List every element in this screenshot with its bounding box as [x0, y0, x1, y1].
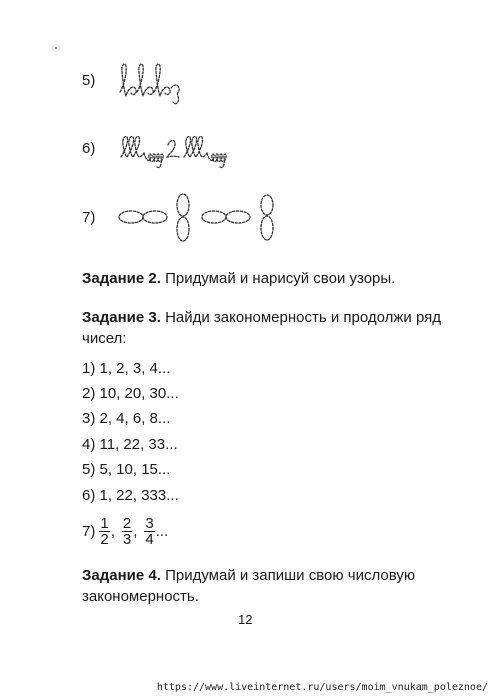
- pattern-5-number: 5): [82, 72, 96, 89]
- fraction-3: $\frac{3}{4}$: [145, 515, 154, 548]
- sequence-2: 2) 10, 20, 30...: [82, 385, 179, 402]
- task-4: [82, 565, 467, 607]
- scan-speck: [55, 47, 57, 49]
- sequence-3: 3) 2, 4, 6, 8...: [82, 410, 171, 427]
- task-3-title: Задание 3.: [82, 309, 161, 326]
- pattern-6-number: 6): [82, 140, 96, 157]
- sequence-5: 5) 5, 10, 15...: [82, 461, 171, 478]
- sequence-7-label: 7): [82, 523, 96, 540]
- pattern-6-loops-drawing: [120, 135, 280, 171]
- sequence-6: 6) 1, 22, 333...: [82, 487, 179, 504]
- task-3: [82, 307, 462, 349]
- task-4-text: Придумай и запиши свою числовую закономерность.: [82, 567, 416, 605]
- pattern-7-ovals-drawing: [118, 190, 283, 246]
- task-2: [82, 268, 472, 289]
- footer-url: https://www.liveinternet.ru/users/moim_vnukam_poleznoe/: [156, 682, 488, 693]
- sequence-7-ellipsis: ...: [155, 523, 169, 540]
- sequence-1: 1) 1, 2, 3, 4...: [82, 360, 171, 377]
- task-4-title: Задание 4.: [82, 567, 161, 584]
- sequence-7: 7) $\frac{1}{2}$ , $\frac{2}{3}$ , $\frac{3}{4}$ ...: [82, 515, 169, 548]
- task-2-title: Задание 2.: [82, 270, 161, 287]
- pattern-7-number: 7): [82, 209, 96, 226]
- pattern-5-cursive-drawing: [118, 62, 188, 106]
- fraction-2: $\frac{2}{3}$: [122, 515, 132, 548]
- task-2-text: Придумай и нарисуй свои узоры.: [160, 270, 396, 287]
- page-number: 12: [238, 612, 253, 627]
- sequence-4: 4) 11, 22, 33...: [82, 436, 178, 453]
- task-3-text: Найди закономерность и продолжи ряд чисел:: [82, 309, 441, 347]
- fraction-1: $\frac{1}{2}$: [100, 515, 109, 548]
